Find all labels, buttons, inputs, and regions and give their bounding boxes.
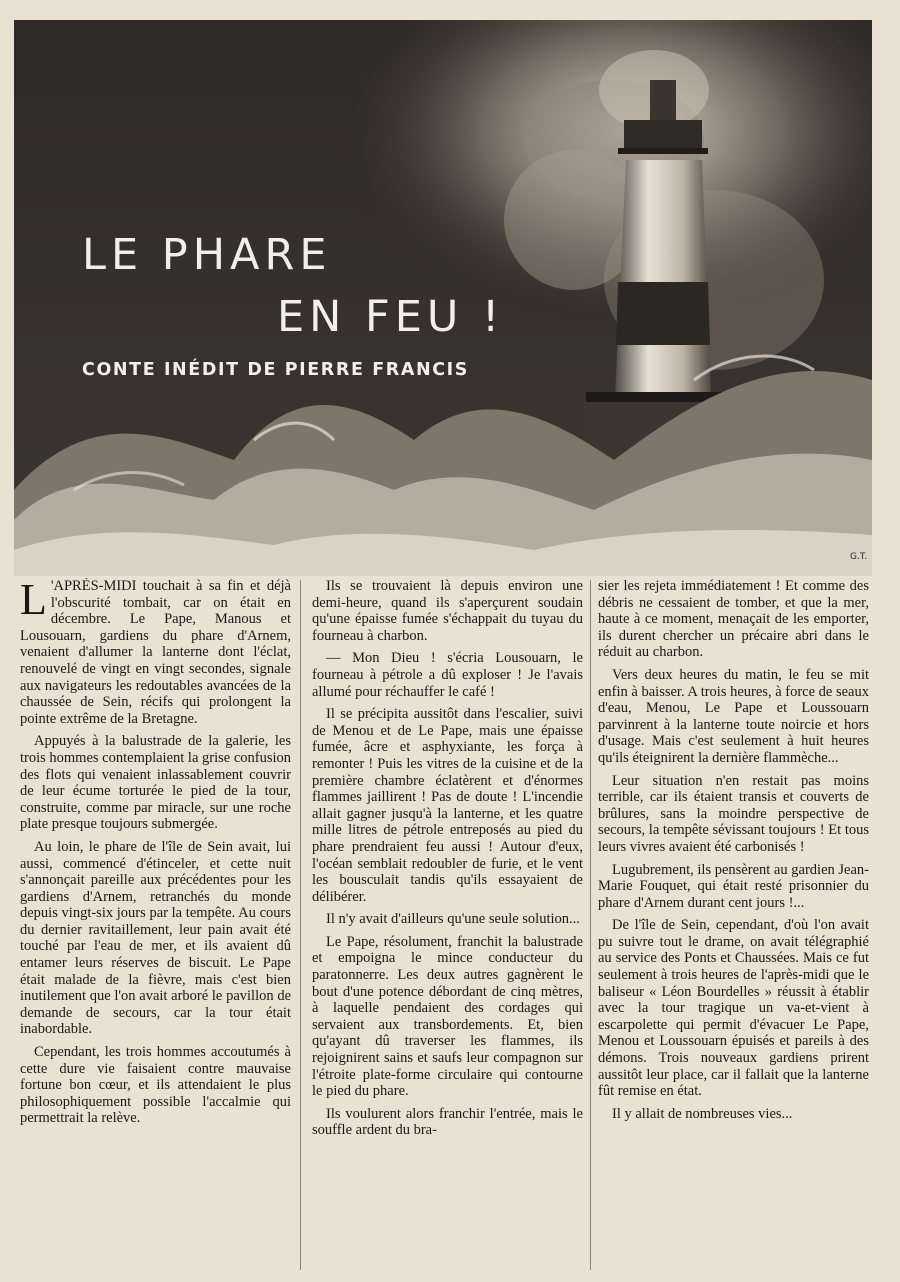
paragraph [598, 862, 869, 912]
paragraph [598, 773, 869, 856]
paragraph-text: — Mon Dieu ! s'écria Lousouarn, le fourneau à pétrole a dû exploser ! Je l'avais allumé pour réchauffer le café ! [312, 650, 583, 700]
paragraph [20, 1044, 291, 1127]
paragraph [20, 839, 291, 1038]
paragraph [598, 667, 869, 767]
paragraph-text: Il y allait de nombreuses vies... [612, 1105, 793, 1122]
drop-cap: L [20, 578, 47, 624]
paragraph-text: Leur situation n'en restait pas moins terrible, car ils étaient transis et couverts de brûlures, sans la moindre perspective de secours, la tempête sévissant toujours ! Et tous leurs vivres avaient été carbonisés ! [598, 772, 869, 855]
paragraph [312, 706, 583, 905]
paragraph-text: sier les rejeta immédiatement ! Et comme des débris ne cessaient de tomber, et que la mer, haute à ce moment, menaçait de les emporter, ils durent chercher un précaire abri dans le réduit au charbon. [598, 578, 869, 661]
lighthouse-illustration [14, 20, 872, 576]
paragraph-text: Lugubrement, ils pensèrent au gardien Jean-Marie Fouquet, qui était resté prisonnier du phare d'Arnem durant cent jours !... [598, 861, 869, 911]
paragraph-text: Il se précipita aussitôt dans l'escalier, suivi de Menou et de Le Pape, mais une épaisse fumée, âcre et asphyxiante, les força à remonter ! Puis les vitres de la cuisine et de la première chambre éclatèrent et d'énormes flammes jaillirent ! Pas de doute ! L'incendie allait gagner jusqu'à la lanterne, et les quatre mille litres de pétrole entreposés au pied du phare prendraient feu aussi ! Autour d'eux, l'océan semblait redoubler de furie, et le vent les bousculait tandis qu'ils essayaient de délibérer. [312, 706, 583, 905]
paragraph-text: Appuyés à la balustrade de la galerie, les trois hommes contemplaient la grise confusion des flots qui venaient inlassablement couvrir de leur écume torturée le pied de la tour, construite, comme par miracle, sur une roche plate presque toujours submergée. [20, 733, 291, 833]
paragraph-text: De l'île de Sein, cependant, d'où l'on avait pu suivre tout le drame, on avait télégraphié au service des Ponts et Chaussées. Mais ce fut seulement à trois heures de l'après-midi que le baliseur « Léon Bourdelles » réussit à établir avec la tour tragique un va-et-vient à escarpolette qui permit d'évacuer Le Pape, Menou et Loussouarn épuisés et pareils à des démons. Trois nouveaux gardiens prirent aussitôt leur place, car il fallait que la lanterne fût remise en état. [598, 917, 869, 1100]
paragraph-text: Ils voulurent alors franchir l'entrée, mais le souffle ardent du bra- [312, 1105, 583, 1139]
paragraph [312, 578, 583, 644]
text-column-1 [20, 578, 291, 1268]
paragraph [312, 934, 583, 1100]
paragraph-text: Au loin, le phare de l'île de Sein avait, lui aussi, commencé d'étinceler, et cette nuit s'annonçait pareille aux précédentes pour les gardiens d'Arnem, retranchés du monde depuis vingt-six jours par la tempête. Au cours du dernier ravitaillement, leur pain avait été touché par l'eau de mer, et ils avaient dû entamer leurs réserves de biscuit. Le Pape était malade de la fièvre, mais c'est bien inutilement que l'on avait arboré le pavillon de demande de secours, car la tour était inabordable. [20, 838, 291, 1038]
text-column-3 [598, 578, 869, 1268]
paragraph-text: 'APRÈS-MIDI touchait à sa fin et déjà l'obscurité tombait, car on était en décembre. Le Pape, Manous et Lousouarn, gardiens du phare d'Arnem, venaient d'allumer la lanterne dont l'éclat, renouvelé de vingt en vingt secondes, signale aux navigateurs les redoutables avancées de la chaussée de Sein, récifs qui prolongent la pointe extrême de la Bretagne. [20, 578, 291, 727]
paragraph-text: Il n'y avait d'ailleurs qu'une seule solution... [326, 911, 580, 928]
article-title-line-2: EN FEU ! [277, 292, 505, 342]
paragraph-text: Ils se trouvaient là depuis environ une demi-heure, quand ils s'aperçurent soudain qu'une épaisse fumée s'échappait du tuyau du fourneau à charbon. [312, 578, 583, 644]
paragraph [598, 917, 869, 1100]
paragraph [598, 1106, 869, 1123]
column-divider [590, 580, 591, 1270]
article-title-line-1: LE PHARE [82, 230, 332, 280]
paragraph-text: Cependant, les trois hommes accoutumés à cette dure vie faisaient contre mauvaise fortune bon cœur, et ils attendaient le plus philosophiquement possible l'accalmie qui permettrait la relève. [20, 1044, 291, 1127]
paragraph [312, 1106, 583, 1139]
column-divider [300, 580, 301, 1270]
text-column-2 [312, 578, 583, 1268]
article-subtitle: CONTE INÉDIT DE PIERRE FRANCIS [82, 360, 469, 380]
paragraph [312, 911, 583, 928]
paragraph [20, 733, 291, 833]
paragraph [20, 578, 291, 727]
paragraph-text: Vers deux heures du matin, le feu se mit enfin à baisser. A trois heures, à force de seaux d'eau, Menou, Le Pape et Loussouarn parvinrent à la lanterne toute noircie et hors d'usage. Mais c'est seulement à huit heures qu'ils éteignirent la dernière flammèche... [598, 666, 869, 766]
paragraph [312, 650, 583, 700]
artist-signature: G.T. [850, 552, 868, 562]
paragraph [598, 578, 869, 661]
paragraph-text: Le Pape, résolument, franchit la balustrade et empoigna le mince conducteur du paratonnerre. Les deux autres gagnèrent le bout d'une potence débordant de cinq mètres, à laquelle pendaient des cordages qui servaient aux transbordements. Et, bien qu'ayant dû traverser les flammes, ils rejoignirent sains et saufs leur compagnon sur l'étroite plate-forme circulaire qui contourne le pied du phare. [312, 933, 583, 1100]
